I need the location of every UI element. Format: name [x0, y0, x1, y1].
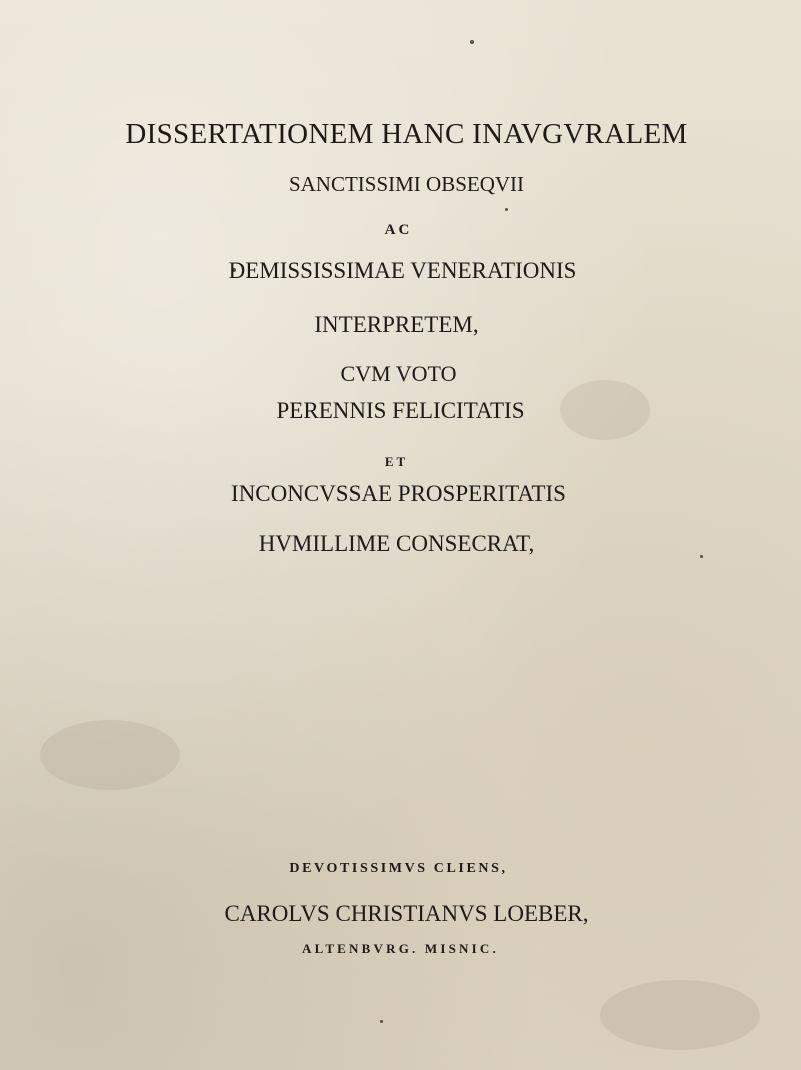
- ink-speck: [380, 1020, 383, 1023]
- dedication-line-7: PERENNIS FELICITATIS: [276, 398, 525, 423]
- signature-name: CAROLVS CHRISTIANVS LOEBER,: [224, 901, 589, 926]
- dedication-line-8: ET: [384, 454, 409, 469]
- paper-stain: [600, 980, 760, 1050]
- signature-origin: ALTENBVRG. MISNIC.: [302, 941, 499, 956]
- paper-stain: [40, 720, 180, 790]
- dedication-line-10: HVMILLIME CONSECRAT,: [258, 531, 535, 556]
- dedication-line-1: DISSERTATIONEM HANC INAVGVRALEM: [125, 118, 688, 150]
- dedication-line-9: INCONCVSSAE PROSPERITATIS: [231, 481, 566, 506]
- dedication-line-5: INTERPRETEM,: [314, 312, 479, 337]
- dedication-line-2: SANCTISSIMI OBSEQVII: [288, 172, 525, 196]
- dedication-line-6: CVM VOTO: [340, 361, 457, 386]
- dedication-line-3: AC: [384, 222, 413, 238]
- ink-speck: [470, 40, 474, 44]
- dedication-line-4: DEMISSISSIMAE VENERATIONIS: [228, 258, 577, 283]
- signature-title: DEVOTISSIMVS CLIENS,: [289, 861, 508, 876]
- ink-speck: [505, 208, 508, 211]
